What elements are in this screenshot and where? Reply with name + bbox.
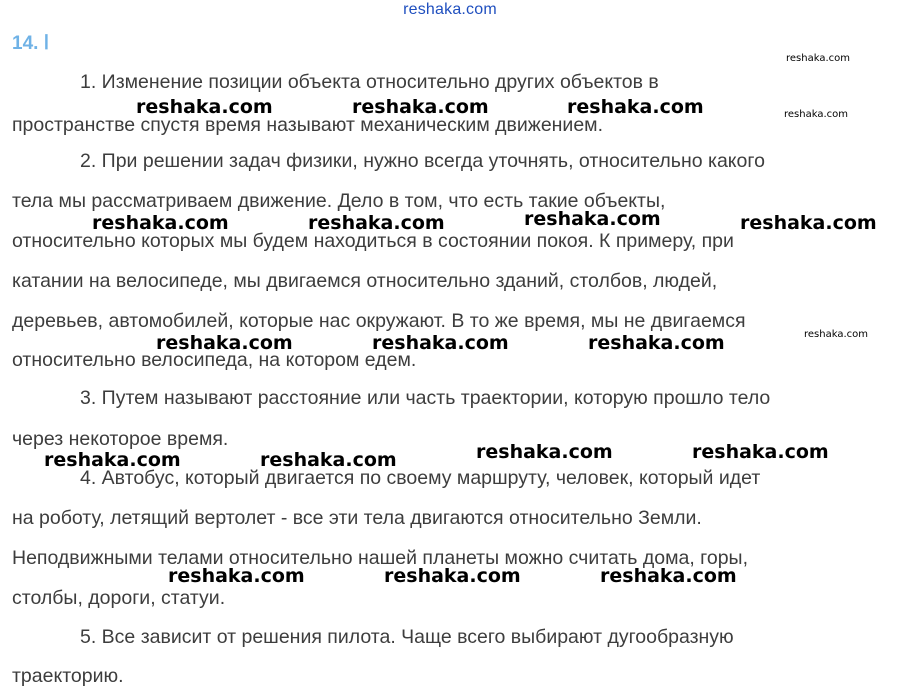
watermark: reshaka.com bbox=[92, 212, 229, 234]
text-line: 5. Все зависит от решения пилота. Чаще всего выбирают дугообразную bbox=[80, 626, 734, 648]
text-line: столбы, дороги, статуи. bbox=[12, 587, 226, 609]
watermark: reshaka.com bbox=[524, 208, 661, 230]
text-line: через некоторое время. bbox=[12, 428, 229, 450]
text-line: катании на велосипеде, мы двигаемся относительно зданий, столбов, людей, bbox=[12, 270, 718, 292]
text-line: Неподвижными телами относительно нашей планеты можно считать дома, горы, bbox=[12, 547, 748, 569]
site-header[interactable]: reshaka.com bbox=[403, 1, 497, 18]
watermark: reshaka.com bbox=[352, 96, 489, 118]
watermark: reshaka.com bbox=[44, 449, 181, 471]
watermark: reshaka.com bbox=[476, 441, 613, 463]
watermark: reshaka.com bbox=[692, 441, 829, 463]
watermark: reshaka.com bbox=[600, 565, 737, 587]
watermark: reshaka.com bbox=[308, 212, 445, 234]
watermark-small: reshaka.com bbox=[804, 329, 868, 340]
watermark-small: reshaka.com bbox=[786, 53, 850, 64]
text-line: 3. Путем называют расстояние или часть траектории, которую прошло тело bbox=[80, 387, 771, 409]
watermark: reshaka.com bbox=[384, 565, 521, 587]
watermark: reshaka.com bbox=[156, 332, 293, 354]
watermark-small: reshaka.com bbox=[784, 109, 848, 120]
watermark: reshaka.com bbox=[588, 332, 725, 354]
task-number: 14. ⅼ bbox=[12, 33, 49, 54]
text-line: траекторию. bbox=[12, 665, 124, 687]
text-line: 2. При решении задач физики, нужно всегда уточнять, относительно какого bbox=[80, 150, 765, 172]
text-line: 1. Изменение позиции объекта относительно других объектов в bbox=[80, 71, 659, 93]
text-line: пространстве спустя время называют механическим движением. bbox=[12, 114, 603, 136]
watermark: reshaka.com bbox=[260, 449, 397, 471]
text-line: тела мы рассматриваем движение. Дело в том, что есть такие объекты, bbox=[12, 190, 666, 212]
text-line: относительно которых мы будем находиться в состоянии покоя. К примеру, при bbox=[12, 230, 734, 252]
text-line: деревьев, автомобилей, которые нас окружают. В то же время, мы не двигаемся bbox=[12, 310, 746, 332]
text-line: 4. Автобус, который двигается по своему маршруту, человек, который идет bbox=[80, 467, 761, 489]
watermark: reshaka.com bbox=[567, 96, 704, 118]
watermark: reshaka.com bbox=[372, 332, 509, 354]
watermark: reshaka.com bbox=[740, 212, 877, 234]
text-line: относительно велосипеда, на котором едем. bbox=[12, 349, 417, 371]
watermark: reshaka.com bbox=[168, 565, 305, 587]
text-line: на роботу, летящий вертолет - все эти тела двигаются относительно Земли. bbox=[12, 507, 702, 529]
watermark: reshaka.com bbox=[136, 96, 273, 118]
